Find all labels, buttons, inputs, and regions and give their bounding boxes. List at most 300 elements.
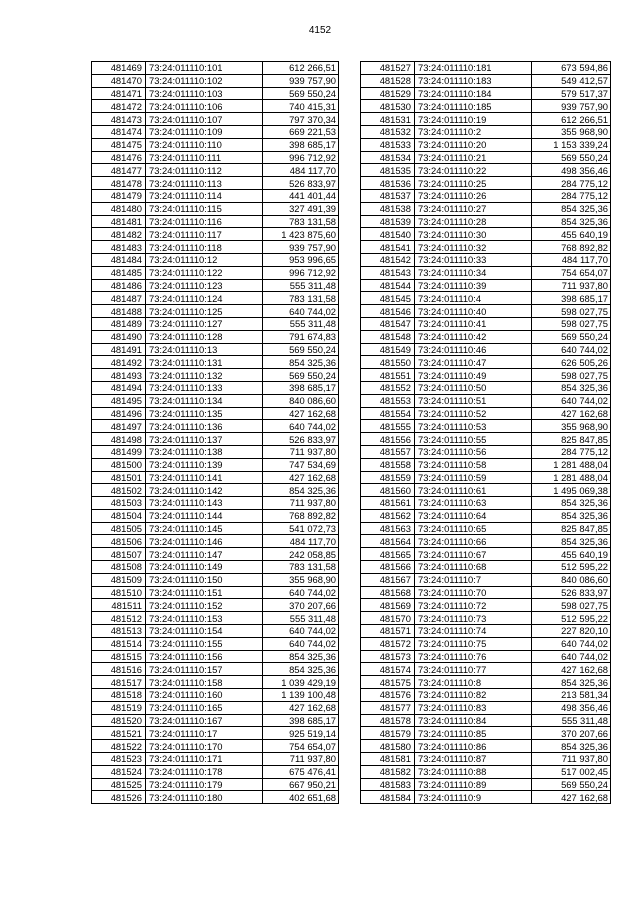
cadastral-value-cell: 427 162,68 [532,663,611,676]
cadastral-value-cell: 569 550,24 [263,369,339,382]
table-row [92,100,339,113]
row-number-cell: 481582 [361,765,415,778]
cadastral-number-cell: 73:24:011110:61 [415,484,532,497]
cadastral-value-cell: 996 712,92 [263,266,339,279]
cadastral-value-cell: 427 162,68 [263,407,339,420]
table-row [361,509,611,522]
cadastral-number-cell: 73:24:011110:111 [146,151,263,164]
row-number-cell: 481569 [361,599,415,612]
cadastral-value-cell: 640 744,02 [532,650,611,663]
table-row [361,458,611,471]
table-row [361,740,611,753]
cadastral-number-cell: 73:24:011110:83 [415,701,532,714]
row-number-cell: 481529 [361,87,415,100]
cadastral-number-cell: 73:24:011110:32 [415,241,532,254]
cadastral-value-cell: 549 412,57 [532,74,611,87]
row-number-cell: 481489 [92,317,146,330]
row-number-cell: 481532 [361,125,415,138]
row-number-cell: 481478 [92,177,146,190]
cadastral-number-cell: 73:24:011110:89 [415,778,532,791]
cadastral-number-cell: 73:24:011110:17 [146,727,263,740]
cadastral-value-table-left [91,61,339,804]
cadastral-number-cell: 73:24:011110:13 [146,343,263,356]
table-row [361,266,611,279]
cadastral-number-cell: 73:24:011110:128 [146,330,263,343]
cadastral-number-cell: 73:24:011110:178 [146,765,263,778]
cadastral-number-cell: 73:24:011110:184 [415,87,532,100]
cadastral-number-cell: 73:24:011110:42 [415,330,532,343]
row-number-cell: 481537 [361,189,415,202]
cadastral-value-cell: 925 519,14 [263,727,339,740]
row-number-cell: 481560 [361,484,415,497]
row-number-cell: 481501 [92,471,146,484]
row-number-cell: 481469 [92,62,146,75]
cadastral-number-cell: 73:24:011110:7 [415,573,532,586]
cadastral-value-cell: 398 685,17 [263,714,339,727]
cadastral-value-cell: 484 117,70 [263,535,339,548]
row-number-cell: 481568 [361,586,415,599]
table-row [361,676,611,689]
table-row [361,650,611,663]
row-number-cell: 481565 [361,548,415,561]
cadastral-value-cell: 1 281 488,04 [532,458,611,471]
row-number-cell: 481485 [92,266,146,279]
row-number-cell: 481517 [92,676,146,689]
cadastral-number-cell: 73:24:011110:67 [415,548,532,561]
cadastral-number-cell: 73:24:011110:88 [415,765,532,778]
cadastral-value-cell: 854 325,36 [532,535,611,548]
row-number-cell: 481491 [92,343,146,356]
cadastral-value-cell: 484 117,70 [263,164,339,177]
cadastral-number-cell: 73:24:011110:122 [146,266,263,279]
row-number-cell: 481481 [92,215,146,228]
cadastral-number-cell: 73:24:011110:112 [146,164,263,177]
cadastral-value-cell: 747 534,69 [263,458,339,471]
row-number-cell: 481570 [361,612,415,625]
row-number-cell: 481484 [92,253,146,266]
table-row [361,484,611,497]
row-number-cell: 481505 [92,522,146,535]
cadastral-value-cell: 526 833,97 [263,433,339,446]
cadastral-number-cell: 73:24:011110:40 [415,305,532,318]
table-row [361,164,611,177]
table-row [92,87,339,100]
cadastral-value-cell: 640 744,02 [263,637,339,650]
cadastral-value-cell: 569 550,24 [532,778,611,791]
cadastral-value-cell: 355 968,90 [532,420,611,433]
row-number-cell: 481508 [92,561,146,574]
table-row [361,279,611,292]
cadastral-number-cell: 73:24:011110:66 [415,535,532,548]
cadastral-value-cell: 427 162,68 [532,407,611,420]
cadastral-value-cell: 355 968,90 [263,573,339,586]
cadastral-number-cell: 73:24:011110:183 [415,74,532,87]
cadastral-value-cell: 754 654,07 [263,740,339,753]
cadastral-value-cell: 768 892,82 [532,241,611,254]
row-number-cell: 481581 [361,753,415,766]
cadastral-number-cell: 73:24:011110:63 [415,497,532,510]
cadastral-number-cell: 73:24:011110:149 [146,561,263,574]
cadastral-number-cell: 73:24:011110:134 [146,394,263,407]
table-row [92,305,339,318]
table-row [92,573,339,586]
row-number-cell: 481540 [361,228,415,241]
cadastral-number-cell: 73:24:011110:170 [146,740,263,753]
cadastral-value-cell: 669 221,53 [263,125,339,138]
cadastral-number-cell: 73:24:011110:12 [146,253,263,266]
cadastral-number-cell: 73:24:011110:160 [146,689,263,702]
table-row [361,317,611,330]
cadastral-number-cell: 73:24:011110:52 [415,407,532,420]
table-row [92,279,339,292]
cadastral-value-cell: 1 039 429,19 [263,676,339,689]
cadastral-number-cell: 73:24:011110:73 [415,612,532,625]
row-number-cell: 481527 [361,62,415,75]
cadastral-number-cell: 73:24:011110:144 [146,509,263,522]
row-number-cell: 481471 [92,87,146,100]
cadastral-number-cell: 73:24:011110:136 [146,420,263,433]
cadastral-number-cell: 73:24:011110:86 [415,740,532,753]
table-row [92,381,339,394]
table-row [361,369,611,382]
cadastral-number-cell: 73:24:011110:137 [146,433,263,446]
cadastral-number-cell: 73:24:011110:180 [146,791,263,804]
table-row [92,753,339,766]
cadastral-value-cell: 854 325,36 [532,509,611,522]
table-row [361,497,611,510]
cadastral-value-cell: 854 325,36 [532,215,611,228]
table-row [361,125,611,138]
row-number-cell: 481554 [361,407,415,420]
cadastral-value-cell: 640 744,02 [263,420,339,433]
table-row [92,497,339,510]
cadastral-number-cell: 73:24:011110:133 [146,381,263,394]
table-row [361,586,611,599]
row-number-cell: 481488 [92,305,146,318]
row-number-cell: 481522 [92,740,146,753]
cadastral-number-cell: 73:24:011110:147 [146,548,263,561]
cadastral-value-cell: 526 833,97 [263,177,339,190]
row-number-cell: 481504 [92,509,146,522]
row-number-cell: 481487 [92,292,146,305]
cadastral-number-cell: 73:24:011110:102 [146,74,263,87]
cadastral-number-cell: 73:24:011110:4 [415,292,532,305]
cadastral-value-cell: 854 325,36 [263,356,339,369]
table-row [92,420,339,433]
row-number-cell: 481510 [92,586,146,599]
row-number-cell: 481499 [92,445,146,458]
table-row [92,714,339,727]
cadastral-value-cell: 284 775,12 [532,177,611,190]
cadastral-value-cell: 711 937,80 [532,279,611,292]
cadastral-value-cell: 427 162,68 [263,701,339,714]
cadastral-number-cell: 73:24:011110:110 [146,138,263,151]
table-row [361,573,611,586]
table-row [361,356,611,369]
cadastral-value-cell: 1 423 875,60 [263,228,339,241]
cadastral-value-cell: 640 744,02 [263,625,339,638]
table-row [361,433,611,446]
cadastral-value-cell: 598 027,75 [532,305,611,318]
cadastral-value-cell: 854 325,36 [532,676,611,689]
table-row [92,689,339,702]
row-number-cell: 481473 [92,113,146,126]
cadastral-value-cell: 598 027,75 [532,599,611,612]
cadastral-value-cell: 598 027,75 [532,317,611,330]
cadastral-value-cell: 791 674,83 [263,330,339,343]
table-row [92,215,339,228]
table-row [361,228,611,241]
cadastral-value-cell: 825 847,85 [532,522,611,535]
cadastral-value-cell: 953 996,65 [263,253,339,266]
table-row [361,612,611,625]
table-row [361,189,611,202]
table-row [92,765,339,778]
table-row [361,305,611,318]
cadastral-number-cell: 73:24:011110:154 [146,625,263,638]
row-number-cell: 481561 [361,497,415,510]
cadastral-value-cell: 711 937,80 [532,753,611,766]
table-row [361,625,611,638]
cadastral-number-cell: 73:24:011110:41 [415,317,532,330]
row-number-cell: 481516 [92,663,146,676]
table-row [361,714,611,727]
cadastral-number-cell: 73:24:011110:20 [415,138,532,151]
cadastral-value-cell: 740 415,31 [263,100,339,113]
cadastral-number-cell: 73:24:011110:50 [415,381,532,394]
table-row [361,522,611,535]
row-number-cell: 481498 [92,433,146,446]
row-number-cell: 481515 [92,650,146,663]
cadastral-number-cell: 73:24:011110:19 [415,113,532,126]
row-number-cell: 481526 [92,791,146,804]
row-number-cell: 481483 [92,241,146,254]
table-row [92,522,339,535]
table-row [361,381,611,394]
cadastral-value-cell: 541 072,73 [263,522,339,535]
cadastral-value-cell: 797 370,34 [263,113,339,126]
cadastral-number-cell: 73:24:011110:156 [146,650,263,663]
row-number-cell: 481536 [361,177,415,190]
table-row [361,791,611,804]
table-row [92,650,339,663]
cadastral-number-cell: 73:24:011110:87 [415,753,532,766]
cadastral-value-cell: 854 325,36 [532,497,611,510]
row-number-cell: 481563 [361,522,415,535]
cadastral-number-cell: 73:24:011110:113 [146,177,263,190]
cadastral-number-cell: 73:24:011110:84 [415,714,532,727]
table-row [92,62,339,75]
cadastral-value-cell: 711 937,80 [263,445,339,458]
row-number-cell: 481520 [92,714,146,727]
cadastral-number-cell: 73:24:011110:157 [146,663,263,676]
cadastral-value-cell: 673 594,86 [532,62,611,75]
table-row [361,753,611,766]
cadastral-number-cell: 73:24:011110:34 [415,266,532,279]
table-row [92,74,339,87]
row-number-cell: 481543 [361,266,415,279]
row-number-cell: 481533 [361,138,415,151]
row-number-cell: 481578 [361,714,415,727]
table-row [92,407,339,420]
table-row [92,228,339,241]
cadastral-value-cell: 579 517,37 [532,87,611,100]
table-row [92,330,339,343]
cadastral-value-cell: 598 027,75 [532,369,611,382]
cadastral-number-cell: 73:24:011110:2 [415,125,532,138]
cadastral-number-cell: 73:24:011110:151 [146,586,263,599]
row-number-cell: 481530 [361,100,415,113]
cadastral-number-cell: 73:24:011110:127 [146,317,263,330]
cadastral-number-cell: 73:24:011110:9 [415,791,532,804]
cadastral-value-cell: 783 131,58 [263,215,339,228]
cadastral-number-cell: 73:24:011110:49 [415,369,532,382]
row-number-cell: 481525 [92,778,146,791]
table-row [361,561,611,574]
cadastral-value-cell: 213 581,34 [532,689,611,702]
table-row [92,637,339,650]
table-row [92,740,339,753]
cadastral-number-cell: 73:24:011110:181 [415,62,532,75]
row-number-cell: 481576 [361,689,415,702]
cadastral-value-cell: 1 139 100,48 [263,689,339,702]
cadastral-value-cell: 569 550,24 [263,87,339,100]
row-number-cell: 481524 [92,765,146,778]
cadastral-number-cell: 73:24:011110:150 [146,573,263,586]
cadastral-number-cell: 73:24:011110:179 [146,778,263,791]
cadastral-value-cell: 242 058,85 [263,548,339,561]
cadastral-number-cell: 73:24:011110:125 [146,305,263,318]
table-row [361,471,611,484]
cadastral-number-cell: 73:24:011110:152 [146,599,263,612]
cadastral-value-cell: 427 162,68 [263,471,339,484]
table-row [361,701,611,714]
row-number-cell: 481579 [361,727,415,740]
cadastral-number-cell: 73:24:011110:47 [415,356,532,369]
cadastral-number-cell: 73:24:011110:171 [146,753,263,766]
row-number-cell: 481552 [361,381,415,394]
table-row [361,663,611,676]
cadastral-value-cell: 711 937,80 [263,497,339,510]
row-number-cell: 481492 [92,356,146,369]
row-number-cell: 481496 [92,407,146,420]
table-row [92,612,339,625]
row-number-cell: 481575 [361,676,415,689]
table-row [361,241,611,254]
row-number-cell: 481539 [361,215,415,228]
cadastral-value-cell: 640 744,02 [532,394,611,407]
table-row [92,266,339,279]
row-number-cell: 481577 [361,701,415,714]
row-number-cell: 481538 [361,202,415,215]
row-number-cell: 481571 [361,625,415,638]
row-number-cell: 481557 [361,445,415,458]
row-number-cell: 481558 [361,458,415,471]
row-number-cell: 481550 [361,356,415,369]
cadastral-value-cell: 854 325,36 [263,650,339,663]
cadastral-value-cell: 370 207,66 [263,599,339,612]
row-number-cell: 481479 [92,189,146,202]
cadastral-number-cell: 73:24:011110:146 [146,535,263,548]
cadastral-value-cell: 854 325,36 [263,663,339,676]
row-number-cell: 481541 [361,241,415,254]
row-number-cell: 481494 [92,381,146,394]
row-number-cell: 481486 [92,279,146,292]
cadastral-number-cell: 73:24:011110:68 [415,561,532,574]
cadastral-number-cell: 73:24:011110:74 [415,625,532,638]
table-row [92,177,339,190]
table-row [361,113,611,126]
cadastral-value-cell: 1 281 488,04 [532,471,611,484]
table-row [361,535,611,548]
cadastral-value-cell: 626 505,26 [532,356,611,369]
cadastral-number-cell: 73:24:011110:116 [146,215,263,228]
cadastral-number-cell: 73:24:011110:145 [146,522,263,535]
row-number-cell: 481567 [361,573,415,586]
table-row [361,202,611,215]
row-number-cell: 481528 [361,74,415,87]
row-number-cell: 481495 [92,394,146,407]
table-row [92,151,339,164]
cadastral-value-cell: 555 311,48 [263,279,339,292]
table-row [361,138,611,151]
row-number-cell: 481547 [361,317,415,330]
cadastral-number-cell: 73:24:011110:153 [146,612,263,625]
cadastral-number-cell: 73:24:011110:107 [146,113,263,126]
row-number-cell: 481572 [361,637,415,650]
cadastral-value-cell: 370 207,66 [532,727,611,740]
row-number-cell: 481497 [92,420,146,433]
row-number-cell: 481511 [92,599,146,612]
table-row [361,253,611,266]
table-row [361,74,611,87]
cadastral-number-cell: 73:24:011110:155 [146,637,263,650]
row-number-cell: 481542 [361,253,415,266]
cadastral-number-cell: 73:24:011110:25 [415,177,532,190]
cadastral-value-cell: 667 950,21 [263,778,339,791]
cadastral-number-cell: 73:24:011110:131 [146,356,263,369]
cadastral-value-cell: 640 744,02 [263,586,339,599]
cadastral-value-cell: 398 685,17 [263,138,339,151]
cadastral-value-table-right [360,61,611,804]
cadastral-value-cell: 640 744,02 [263,305,339,318]
row-number-cell: 481509 [92,573,146,586]
cadastral-number-cell: 73:24:011110:27 [415,202,532,215]
table-row [92,663,339,676]
row-number-cell: 481535 [361,164,415,177]
cadastral-value-cell: 854 325,36 [532,740,611,753]
cadastral-value-cell: 498 356,46 [532,164,611,177]
cadastral-value-cell: 569 550,24 [263,343,339,356]
cadastral-value-cell: 768 892,82 [263,509,339,522]
cadastral-number-cell: 73:24:011110:118 [146,241,263,254]
cadastral-value-cell: 484 117,70 [532,253,611,266]
row-number-cell: 481583 [361,778,415,791]
row-number-cell: 481555 [361,420,415,433]
table-row [361,394,611,407]
table-row [92,599,339,612]
cadastral-value-cell: 640 744,02 [532,637,611,650]
table-row [92,138,339,151]
row-number-cell: 481546 [361,305,415,318]
row-number-cell: 481564 [361,535,415,548]
cadastral-value-cell: 854 325,36 [532,202,611,215]
table-row [361,177,611,190]
cadastral-value-cell: 398 685,17 [263,381,339,394]
table-row [92,317,339,330]
cadastral-value-cell: 327 491,39 [263,202,339,215]
cadastral-number-cell: 73:24:011110:75 [415,637,532,650]
